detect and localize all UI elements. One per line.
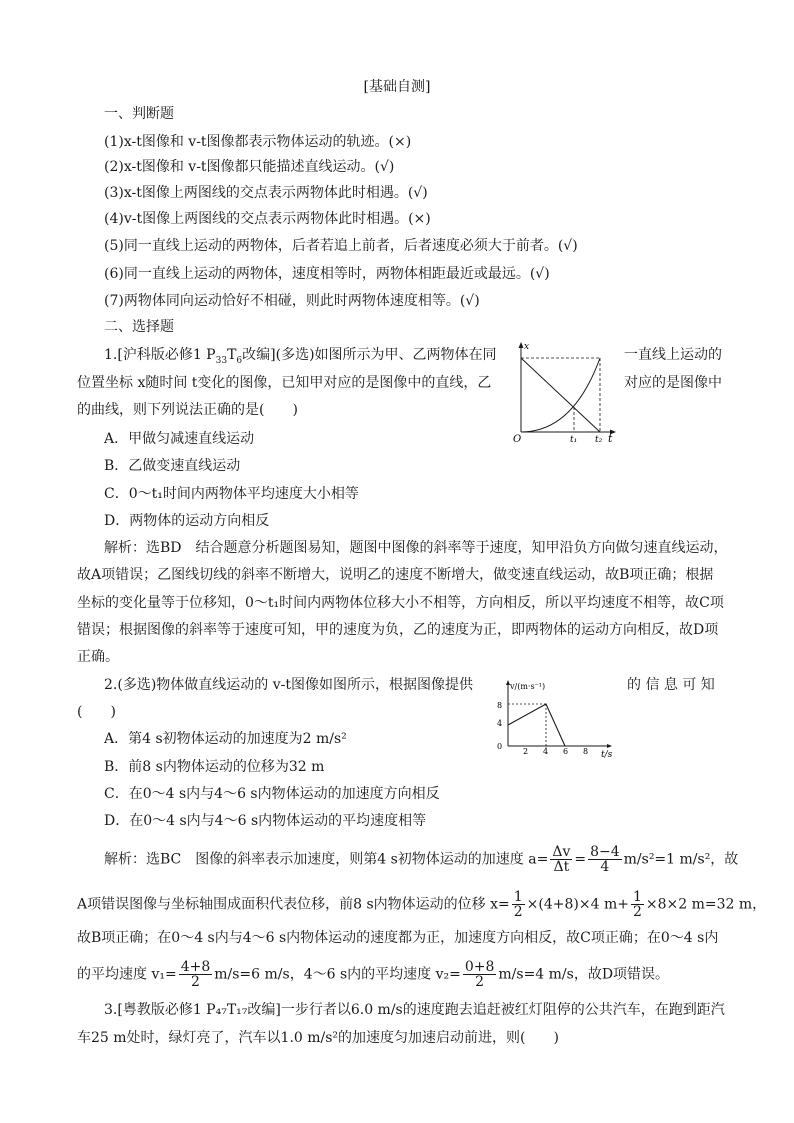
judge-item: (3)x-t图像上两图线的交点表示两物体此时相遇。(√)	[104, 185, 428, 201]
fraction: $\frac{\Delta v}{\Delta t}$	[552, 844, 571, 875]
q1-answer-line: 故A项错误；乙图线切线的斜率不断增大，说明乙的速度不断增大，做变速直线运动，故B项正确；根据	[77, 567, 714, 583]
q1-answer-line: 坐标的变化量等于位移知，0～t₁时间内两物体位移大小不相等，方向相反，所以平均速度不相等，故C项	[77, 595, 724, 611]
question-2-line-1-right: 的 信 息 可 知	[627, 677, 715, 693]
q2-option-a: A．第4 s初物体运动的加速度为2 m/s²	[104, 731, 347, 747]
q2-answer-line-3: 故B项正确；在0～4 s内与4～6 s内物体运动的速度都为正，加速度方向相反，故C项正确；在0～4 s内	[77, 930, 719, 946]
judge-item: (7)两物体同向运动恰好不相碰，则此时两物体速度相等。(√)	[104, 293, 480, 309]
q1-answer-line: 错误；根据图像的斜率等于速度可知，甲的速度为负，乙的速度为正，即两物体的运动方向相反，故D项	[77, 622, 719, 638]
judge-item: (4)v-t图像上两图线的交点表示两物体此时相遇。(×)	[104, 211, 431, 227]
x-tick-label: 2	[523, 747, 529, 756]
x-axis-label: t	[608, 432, 613, 445]
q2-answer-line-1: 解析：选BC 图像的斜率表示加速度，则第4 s初物体运动的加速度 a= $\frac{\Delta v}{\Delta t}$ = $\frac{8-4}{4}$ m/s²=1 m/s²，故	[104, 844, 739, 875]
fraction: $\frac{8-4}{4}$	[590, 844, 620, 875]
origin-label: O	[513, 434, 522, 445]
q2-option-c: C．在0～4 s内与4～6 s内物体运动的加速度方向相反	[104, 786, 440, 802]
x-axis-arrow	[607, 744, 612, 748]
x-tick-label: 6	[563, 747, 569, 756]
t1-label: t₁	[570, 435, 578, 445]
v-t-line	[508, 704, 565, 746]
x-axis-label: t/s	[601, 750, 613, 760]
section-heading-choice: 二、选择题	[104, 319, 174, 335]
judge-item: (5)同一直线上运动的两物体，后者若追上前者，后者速度必须大于前者。(√)	[104, 238, 578, 254]
question-1-line-2-right: 对应的是图像中	[624, 375, 722, 391]
section-title: [基础自测]	[363, 79, 431, 95]
question-3-line-2: 车25 m处时，绿灯亮了，汽车以1.0 m/s²的加速度匀加速启动前进，则( )	[77, 1030, 559, 1046]
q2-option-b: B．前8 s内物体运动的位移为32 m	[104, 759, 325, 775]
q1-answer-line: 解析：选BD 结合题意分析题图易知，题图中图像的斜率等于速度，知甲沿负方向做匀速直线运动，	[104, 540, 728, 556]
judge-item: (2)x-t图像和 v-t图像都只能描述直线运动。(√)	[104, 159, 395, 175]
q1-option-c: C．0～t₁时间内两物体平均速度大小相等	[104, 486, 359, 502]
q1-option-b: B．乙做变速直线运动	[104, 458, 241, 474]
section-heading-judge: 一、判断题	[104, 106, 174, 122]
y-tick-label: 8	[497, 701, 503, 710]
q2-answer-line-2: A项错误图像与坐标轴围成面积代表位移，前8 s内物体运动的位移 x= $\frac{1}{2}$ ×(4+8)×4 m+ $\frac{1}{2}$ ×8×2 m=32 m，	[77, 889, 767, 920]
question-1-line-1: 1.[沪科版必修1 $P_{33}T_6$改编](多选)如图所示为甲、乙两物体在同	[104, 347, 497, 366]
question-3-line-1: 3.[粤教版必修1 P₄₇T₁₇改编]一步行者以6.0 m/s的速度跑去追赶被红灯阻停的公共汽车，在跑到距汽	[104, 1002, 725, 1018]
y-axis-label: v/(m·s⁻¹)	[510, 682, 546, 691]
x-tick-label: 8	[583, 747, 589, 756]
q2-answer-line-4: 的平均速度 v₁= $\frac{4+8}{2}$ m/s=6 m/s，4～6 s内的平均速度 v₂= $\frac{0+8}{2}$ m/s=4 m/s，故D项错误。	[77, 959, 670, 990]
question-2-line-1: 2.(多选)物体做直线运动的 v-t图像如图所示，根据图像提供	[104, 677, 473, 693]
judge-item: (1)x-t图像和 v-t图像都表示物体运动的轨迹。(×)	[104, 134, 412, 150]
question-1-line-3: 的曲线，则下列说法正确的是( )	[77, 402, 298, 418]
fraction: $\frac{0+8}{2}$	[464, 959, 495, 990]
question-2-line-2: ( )	[77, 704, 116, 720]
x-tick-label: 4	[543, 747, 549, 756]
v-t-graph	[490, 678, 620, 760]
y-tick-label: 0	[497, 742, 503, 751]
question-1-line-2: 位置坐标 x随时间 t变化的图像，已知甲对应的是图像中的直线，乙	[77, 375, 492, 391]
q1-option-d: D．两物体的运动方向相反	[104, 513, 270, 529]
y-axis-arrow	[519, 342, 524, 348]
question-1-line-1-right: 一直线上运动的	[624, 347, 722, 363]
q1-answer-line: 正确。	[77, 649, 119, 665]
x-t-graph	[508, 340, 620, 445]
q2-option-d: D．在0～4 s内与4～6 s内物体运动的平均速度相等	[104, 813, 427, 829]
line-jia	[521, 358, 600, 432]
y-tick-label: 4	[497, 719, 503, 728]
fraction: $\frac{1}{2}$	[513, 889, 523, 920]
t2-label: t₂	[595, 435, 603, 445]
q1-option-a: A．甲做匀减速直线运动	[104, 431, 255, 447]
fraction: $\frac{1}{2}$	[632, 889, 642, 920]
fraction: $\frac{4+8}{2}$	[180, 959, 211, 990]
y-axis-label: x	[524, 342, 530, 352]
judge-item: (6)同一直线上运动的两物体，速度相等时，两物体相距最近或最远。(√)	[104, 266, 550, 282]
